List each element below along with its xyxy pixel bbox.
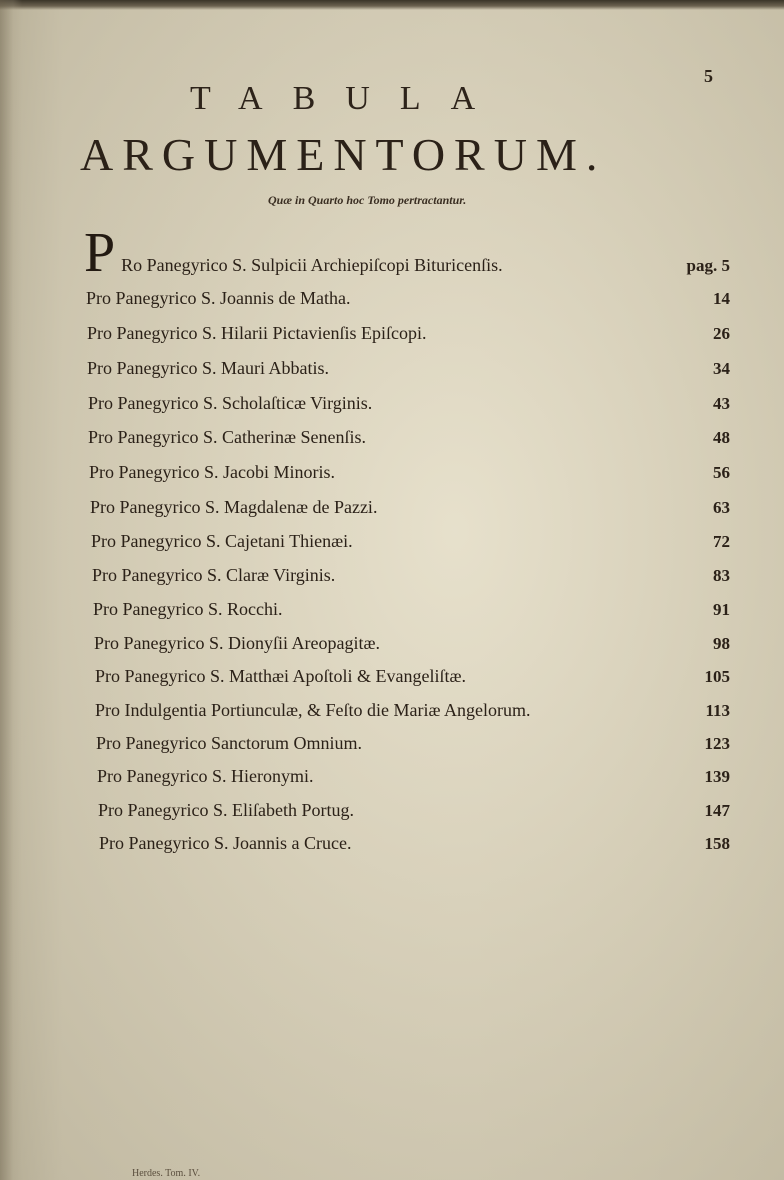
toc-entry-page: 34 [713,359,730,378]
toc-entry-page: 43 [713,394,730,413]
toc-entry [90,497,730,525]
toc-entry [88,393,730,421]
toc-entry-page: 26 [713,324,730,343]
toc-entry [91,531,730,559]
toc-entry-text: Pro Panegyrico S. Matthæi Apoſtoli & Evangeliſtæ. [95,666,466,686]
toc-entry-page: 139 [704,767,730,786]
title-argumentorum: ARGUMENTORUM. [80,129,607,180]
toc-entry [89,462,730,490]
toc-entry [87,358,730,386]
toc-entry-page: 48 [713,428,730,447]
toc-entry [93,599,730,627]
toc-entry [99,833,730,861]
toc-entry [87,323,730,351]
toc-entry-text: Pro Panegyrico S. Joannis a Cruce. [99,833,352,853]
toc-entry [96,733,730,761]
toc-entry [97,766,730,794]
toc-entry-text: Pro Panegyrico S. Hieronymi. [97,766,314,786]
title-tabula: TABULA [190,80,506,117]
toc-entry-page: 113 [705,701,730,720]
subtitle: Quæ in Quarto hoc Tomo pertractantur. [268,193,467,207]
toc-entry-text: Pro Panegyrico S. Magdalenæ de Pazzi. [90,497,378,517]
toc-entry-page: pag. 5 [686,256,730,275]
toc-entry-page: 147 [704,801,730,820]
toc-entry [95,666,730,694]
toc-entry-text: Pro Panegyrico S. Catherinæ Senenſis. [88,427,366,447]
toc-entry-text: Pro Panegyrico S. Rocchi. [93,599,283,619]
toc-entry-page: 83 [713,566,730,585]
toc-entry-text: Pro Panegyrico Sanctorum Omnium. [96,733,362,753]
drop-cap: P [84,222,116,284]
toc-entry-page: 98 [713,634,730,653]
toc-entry-text: Ro Panegyrico S. Sulpicii Archiepiſcopi Bituricenſis. [121,255,503,275]
toc-entry-page: 105 [704,667,730,686]
toc-entry-page: 72 [713,532,730,551]
toc-entry-text: Pro Panegyrico S. Cajetani Thienæi. [91,531,353,551]
toc-entry [86,288,730,316]
toc-entry [88,427,730,455]
toc-entry [98,800,730,828]
toc-entry [94,633,730,661]
toc-entry [92,565,730,593]
toc-entry-page: 56 [713,463,730,482]
toc-entry-text: Pro Panegyrico S. Jacobi Minoris. [89,462,335,482]
footer-signature: Herdes. Tom. IV. [132,1168,201,1179]
toc-entry-text: Pro Panegyrico S. Mauri Abbatis. [87,358,329,378]
toc-entry-text: Pro Panegyrico S. Scholaſticæ Virginis. [88,393,373,413]
toc-entry-text: Pro Indulgentia Portiunculæ, & Feſto die Mariæ Angelorum. [95,700,531,720]
toc-entry [95,700,730,728]
toc-entry-text: Pro Panegyrico S. Claræ Virginis. [92,565,336,585]
toc-entry-page: 14 [713,289,730,308]
toc-entry-page: 63 [713,498,730,517]
toc-entry-page: 158 [704,834,730,853]
toc-entry-page: 123 [704,734,730,753]
toc-entry-text: Pro Panegyrico S. Joannis de Matha. [86,288,351,308]
toc-entry-text: Pro Panegyrico S. Hilarii Pictavienſis Epiſcopi. [87,323,427,343]
toc-entry-page: 91 [713,600,730,619]
toc-entry-text: Pro Panegyrico S. Dionyſii Areopagitæ. [94,633,380,653]
toc-entry-text: Pro Panegyrico S. Eliſabeth Portug. [98,800,354,820]
page-number: 5 [704,66,713,86]
